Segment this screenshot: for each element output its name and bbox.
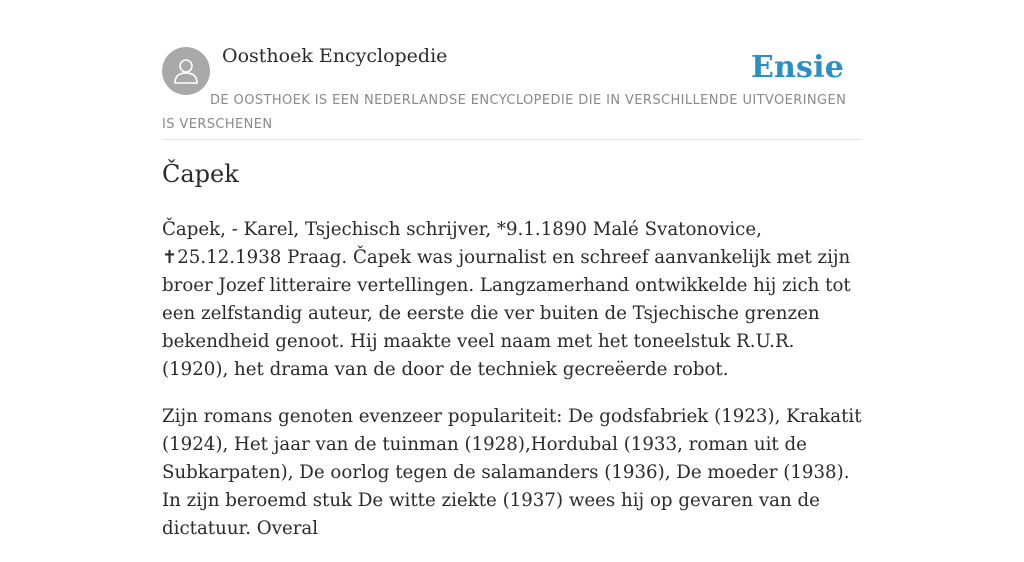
source-tagline: DE OOSTHOEK IS EEN NEDERLANDSE ENCYCLOPEDIE DIE IN VERSCHILLENDE UITVOERINGEN IS VERSCHENEN bbox=[162, 93, 847, 132]
article-title: Čapek bbox=[162, 160, 239, 188]
source-name[interactable]: Oosthoek Encyclopedie bbox=[222, 45, 448, 67]
page bbox=[162, 0, 862, 539]
brand-logo[interactable]: Ensie bbox=[750, 50, 844, 85]
user-icon bbox=[171, 56, 201, 86]
header bbox=[162, 0, 862, 140]
article-paragraph: Zijn romans genoten evenzeer populariteit: De godsfabriek (1923), Krakatit (1924), Het jaar van de tuinman (1928),Hordubal (1933, roman uit de Subkarpaten), De oorlog tegen de salamanders (1936), De moeder (1938). In zijn beroemd stuk De witte ziekte (1937) wees hij op gevaren van de dictatuur. Overal bbox=[162, 406, 862, 539]
article-paragraph: Čapek, - Karel, Tsjechisch schrijver, *9.1.1890 Malé Svatonovice, ✝25.12.1938 Praag. Čapek was journalist en schreef aanvankelijk met zijn broer Jozef litteraire vertellingen. Langzamerhand ontwikkelde hij zich tot een zelfstandig auteur, de eerste die ver buiten de Tsjechische grenzen bekendheid genoot. Hij maakte veel naam met het toneelstuk R.U.R. (1920), het drama van de door de techniek gecreëerde robot. bbox=[162, 219, 851, 380]
avatar[interactable] bbox=[162, 47, 210, 95]
article-body bbox=[162, 216, 862, 562]
